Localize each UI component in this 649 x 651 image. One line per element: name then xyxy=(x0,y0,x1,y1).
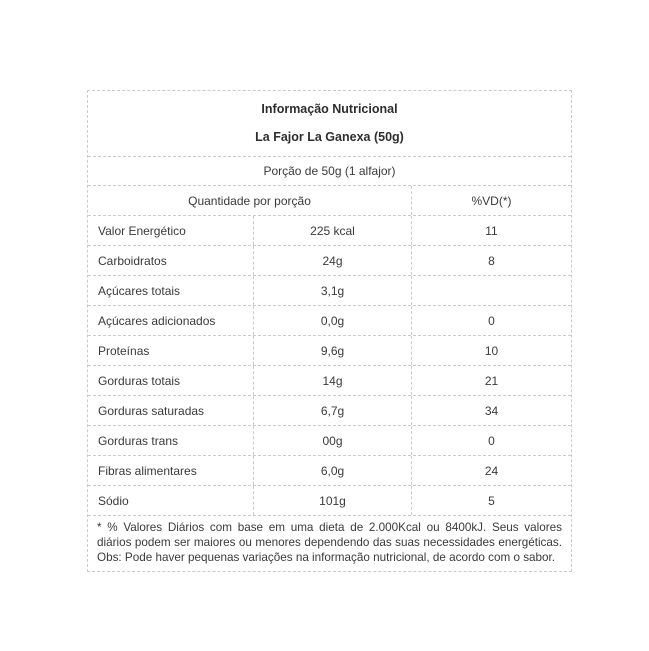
table-row xyxy=(88,305,571,335)
product-name-subtitle: La Fajor La Ganexa (50g) xyxy=(255,130,404,144)
nutrition-rows xyxy=(88,215,571,515)
nutrient-quantity: 00g xyxy=(253,426,411,455)
column-header-row xyxy=(88,185,571,215)
nutrient-label: Gorduras totais xyxy=(98,373,181,388)
nutrient-label: Valor Energético xyxy=(98,223,186,238)
table-row xyxy=(88,455,571,485)
nutrient-label: Açúcares adicionados xyxy=(98,313,216,328)
nutrient-label: Carboidratos xyxy=(98,253,167,268)
nutrient-daily-value: 10 xyxy=(411,336,571,365)
table-row xyxy=(88,485,571,515)
quantity-column-header: Quantidade por porção xyxy=(188,193,311,208)
nutrient-daily-value: 0 xyxy=(411,426,571,455)
daily-values-footnote: * % Valores Diários com base em uma dieta de 2.000Kcal ou 8400kJ. Seus valores diários podem ser maiores ou menores dependendo das suas necessidades energéticas. Obs: Pode haver pequenas variações na informação nutricional, de acordo com o sabor. xyxy=(88,515,571,571)
nutrition-table-header xyxy=(88,91,571,156)
table-row xyxy=(88,275,571,305)
nutrient-quantity: 0,0g xyxy=(253,306,411,335)
nutrient-daily-value: 24 xyxy=(411,456,571,485)
nutrition-table xyxy=(87,90,572,572)
nutrient-label: Sódio xyxy=(98,493,129,508)
nutrient-quantity: 101g xyxy=(253,486,411,515)
table-row xyxy=(88,215,571,245)
table-row xyxy=(88,245,571,275)
nutrition-table-title: Informação Nutricional xyxy=(261,102,398,116)
nutrient-daily-value: 11 xyxy=(411,216,571,245)
nutrient-label: Gorduras saturadas xyxy=(98,403,205,418)
table-row xyxy=(88,365,571,395)
nutrient-label: Proteínas xyxy=(98,343,150,358)
nutrient-daily-value: 5 xyxy=(411,486,571,515)
table-row xyxy=(88,335,571,365)
nutrient-quantity: 3,1g xyxy=(253,276,411,305)
nutrient-daily-value: 21 xyxy=(411,366,571,395)
nutrient-quantity: 6,0g xyxy=(253,456,411,485)
nutrient-quantity: 9,6g xyxy=(253,336,411,365)
nutrient-quantity: 24g xyxy=(253,246,411,275)
nutrient-daily-value: 0 xyxy=(411,306,571,335)
portion-row xyxy=(88,156,571,185)
nutrient-label: Açúcares totais xyxy=(98,283,181,298)
nutrient-daily-value: 34 xyxy=(411,396,571,425)
nutrient-quantity: 14g xyxy=(253,366,411,395)
nutrient-daily-value xyxy=(411,276,571,305)
nutrient-daily-value: 8 xyxy=(411,246,571,275)
table-row xyxy=(88,395,571,425)
nutrient-quantity: 225 kcal xyxy=(253,216,411,245)
nutrient-quantity: 6,7g xyxy=(253,396,411,425)
nutrient-label: Fibras alimentares xyxy=(98,463,197,478)
table-row xyxy=(88,425,571,455)
daily-value-column-header: %VD(*) xyxy=(411,186,571,215)
portion-text: Porção de 50g (1 alfajor) xyxy=(263,164,396,178)
nutrient-label: Gorduras trans xyxy=(98,433,179,448)
